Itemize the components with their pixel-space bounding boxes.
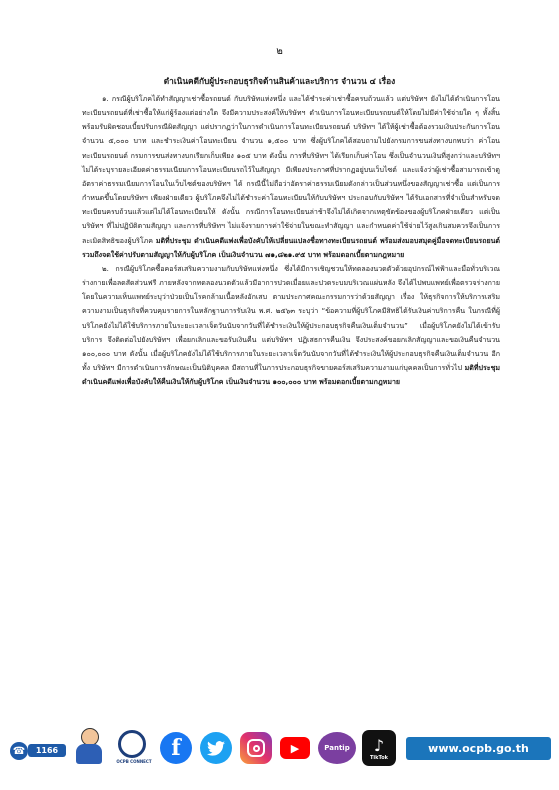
footer-social-bar (0, 728, 559, 768)
facebook-icon[interactable]: f (160, 732, 192, 764)
page-number: ๒ (276, 46, 283, 57)
paragraph-2 (82, 262, 500, 389)
paragraph-2-text: ๒. กรณีผู้บริโภคซื้อคอร์สเสริมความงามกับบริษัทแห่งหนึ่ง ซึ่งได้มีการเชิญชวนให้ทดลองนวดตัวด้วยอุปกรณ์ไฟฟ้าและมือทั่วบริเวณร่างกายเพื่อลดสัดส่วนฟรี ภายหลังจากทดลองนวดตัวแล้วมีอาการปวดเมื่อยและปวดระบมบริเวณแผ่นหลัง จึงได้ไปพบแพทย์เพื่อตรวจร่างกาย โดยในความเห็นแพทย์ระบุว่าป่วยเป็นโรคกล้ามเนื้อหลังอักเสบ ตามประกาศคณะกรรมการว่าด้วยสัญญา เรื่อง ให้ธุรกิจการให้บริการเสริมความงามเป็นธุรกิจที่ควบคุมรายการในหลักฐานการรับเงิน พ.ศ. ๒๕๖๓ ระบุว่า “ข้อความที่ผู้บริโภคมีสิทธิได้รับเงินค่าบริการคืน ในกรณีที่ผู้บริโภคยังไม่ได้ใช้บริการภายในระยะเวลาเจ็ดวันนับจากวันที่ได้ชำระเงินให้ผู้ประกอบธุรกิจคืนเงินเต็มจำนวน” เมื่อผู้บริโภคยังไม่ได้เข้ารับบริการ จึงติดต่อไปยังบริษัทฯ เพื่อยกเลิกและขอรับเงินคืน แต่บริษัทฯ ปฏิเสธการคืนเงิน จึงประสงค์ขอยกเลิกสัญญาและขอเงินคืนจำนวน ๑๐๐,๐๐๐ บาท ดังนั้น เมื่อผู้บริโภคยังไม่ได้ใช้บริการภายในระยะเวลาเจ็ดวันนับจากวันที่ได้ชำระเงินให้ผู้ประกอบธุรกิจคืนเงินเต็มจำนวน อีกทั้ง บริษัทฯ มีการดำเนินการลักษณะเป็นนิติบุคคล มีสถานที่ในการประกอบธุรกิจขายคอร์สเสริมความงามแก่บุคคลเป็นการทั่วไป (82, 263, 500, 372)
paragraph-1-text: ๑. กรณีผู้บริโภคได้ทำสัญญาเช่าซื้อรถยนต์ กับบริษัทแห่งหนึ่ง และได้ชำระค่าเช่าซื้อครบถ้วนแล้ว แต่บริษัทฯ ยังไม่ได้ดำเนินการโอนทะเบียนรถยนต์ที่เช่าซื้อให้แก่ผู้ร้องแต่อย่างใด จึงมีความประสงค์ให้บริษัทฯ ดำเนินการโอนทะเบียนรถยนต์ให้โดยไม่มีค่าใช้จ่ายใด ๆ ทั้งสิ้น พร้อมรับผิดชอบเบี้ยปรับกรณีผิดสัญญา แต่ปรากฏว่าในการดำเนินการโอนทะเบียนรถยนต์ บริษัทฯ ได้ให้ผู้เช่าซื้อต้องรวมเงินประกันการโอน จำนวน ๕,๐๐๐ บาท และชำระเงินค่าโอนทะเบียน จำนวน ๑,๕๐๐ บาท ซึ่งผู้บริโภคได้สอบถามไปยังกรมการขนส่งทางบกพบว่า ค่าโอนทะเบียนรถยนต์ กรมการขนส่งทางบกเรียกเก็บเพียง ๑๐๕ บาท ดังนั้น การที่บริษัทฯ ได้เรียกเก็บค่าโอน ซึ่งเป็นจำนวนเงินที่สูงกว่าและบริษัทฯ ไม่ได้ระบุรายละเอียดค่าธรรมเนียมการโอนทะเบียนรถไว้ในสัญญา มีเพียงประกาศที่ปรากฏอยู่บนเว็บไซต์ และแจ้งว่าผู้เช่าซื้อสามารถเข้าดูอัตราค่าธรรมเนียมการโอนในเว็บไซต์ของบริษัทฯ ได้ กรณีนี้ไม่ถือว่าอัตราค่าธรรมเนียมดังกล่าวเป็นส่วนหนึ่งของสัญญาเช่าซื้อ แต่เป็นการกำหนดขึ้นโดยบริษัทฯ เพียงฝ่ายเดียว ผู้บริโภคจึงไม่ได้ชำระค่าโอนทะเบียนให้กับบริษัทฯ ประกอบกับบริษัทฯ ได้รับเอกสารที่จำเป็นสำหรับจดทะเบียนครบถ้วนแล้วแต่ไม่ได้โอนทะเบียนให้ ดังนั้น กรณีการโอนทะเบียนล่าช้าจึงไม่ได้เกิดจากเหตุขัดข้องของผู้บริโภคฝ่ายเดียว แต่เป็นบริษัทฯ ที่ไม่ปฏิบัติตามสัญญา และการที่บริษัทฯ ไม่แจ้งรายการค่าใช้จ่ายในขณะทำสัญญา และกำหนดค่าใช้จ่ายไว้สูงเกินสมควรจึงเป็นการละเมิดสิทธิของผู้บริโภค (82, 94, 500, 245)
paragraph-1 (82, 92, 500, 262)
tiktok-icon[interactable]: ♪ TikTok (362, 730, 396, 766)
hotline-badge[interactable] (10, 738, 68, 762)
document-body (82, 92, 500, 389)
instagram-icon[interactable] (240, 732, 272, 764)
mascot-icon (72, 728, 106, 766)
ocpb-connect-logo[interactable] (112, 730, 156, 766)
paragraph-2-resolution: มติที่ประชุม ดำเนินคดีแพ่งเพื่อบังคับให้คืนเงินให้กับผู้บริโภค เป็นเงินจำนวน ๑๐๐,๐๐๐ บาท พร้อมดอกเบี้ยตามกฎหมาย (82, 362, 500, 387)
logo-caption: OCPB CONNECT (116, 759, 152, 764)
paragraph-1-resolution: มติที่ประชุม ดำเนินคดีแพ่งเพื่อบังคับให้เปลี่ยนแปลงชื่อทางทะเบียนรถยนต์ พร้อมส่งมอบสมุดคู่มือจดทะเบียนรถยนต์ รวมถึงจดใช้ค่าปรับตามสัญญาให้กับผู้บริโภค เป็นเงินจำนวน ๗๑,๘๒๑.๙๕ บาท พร้อมดอกเบี้ยตามกฎหมาย (82, 235, 500, 259)
twitter-icon[interactable] (200, 732, 232, 764)
youtube-icon[interactable]: ▶ (280, 737, 310, 759)
phone-icon: ☎ (10, 742, 28, 760)
tiktok-label: TikTok (370, 754, 388, 761)
pantip-icon[interactable]: Pantip (318, 732, 356, 764)
website-link[interactable]: www.ocpb.go.th (406, 737, 551, 760)
page-heading: ดำเนินคดีกับผู้ประกอบธุรกิจด้านสินค้าและบริการ จำนวน ๔ เรื่อง (163, 76, 396, 86)
hotline-number: 1166 (28, 744, 66, 757)
